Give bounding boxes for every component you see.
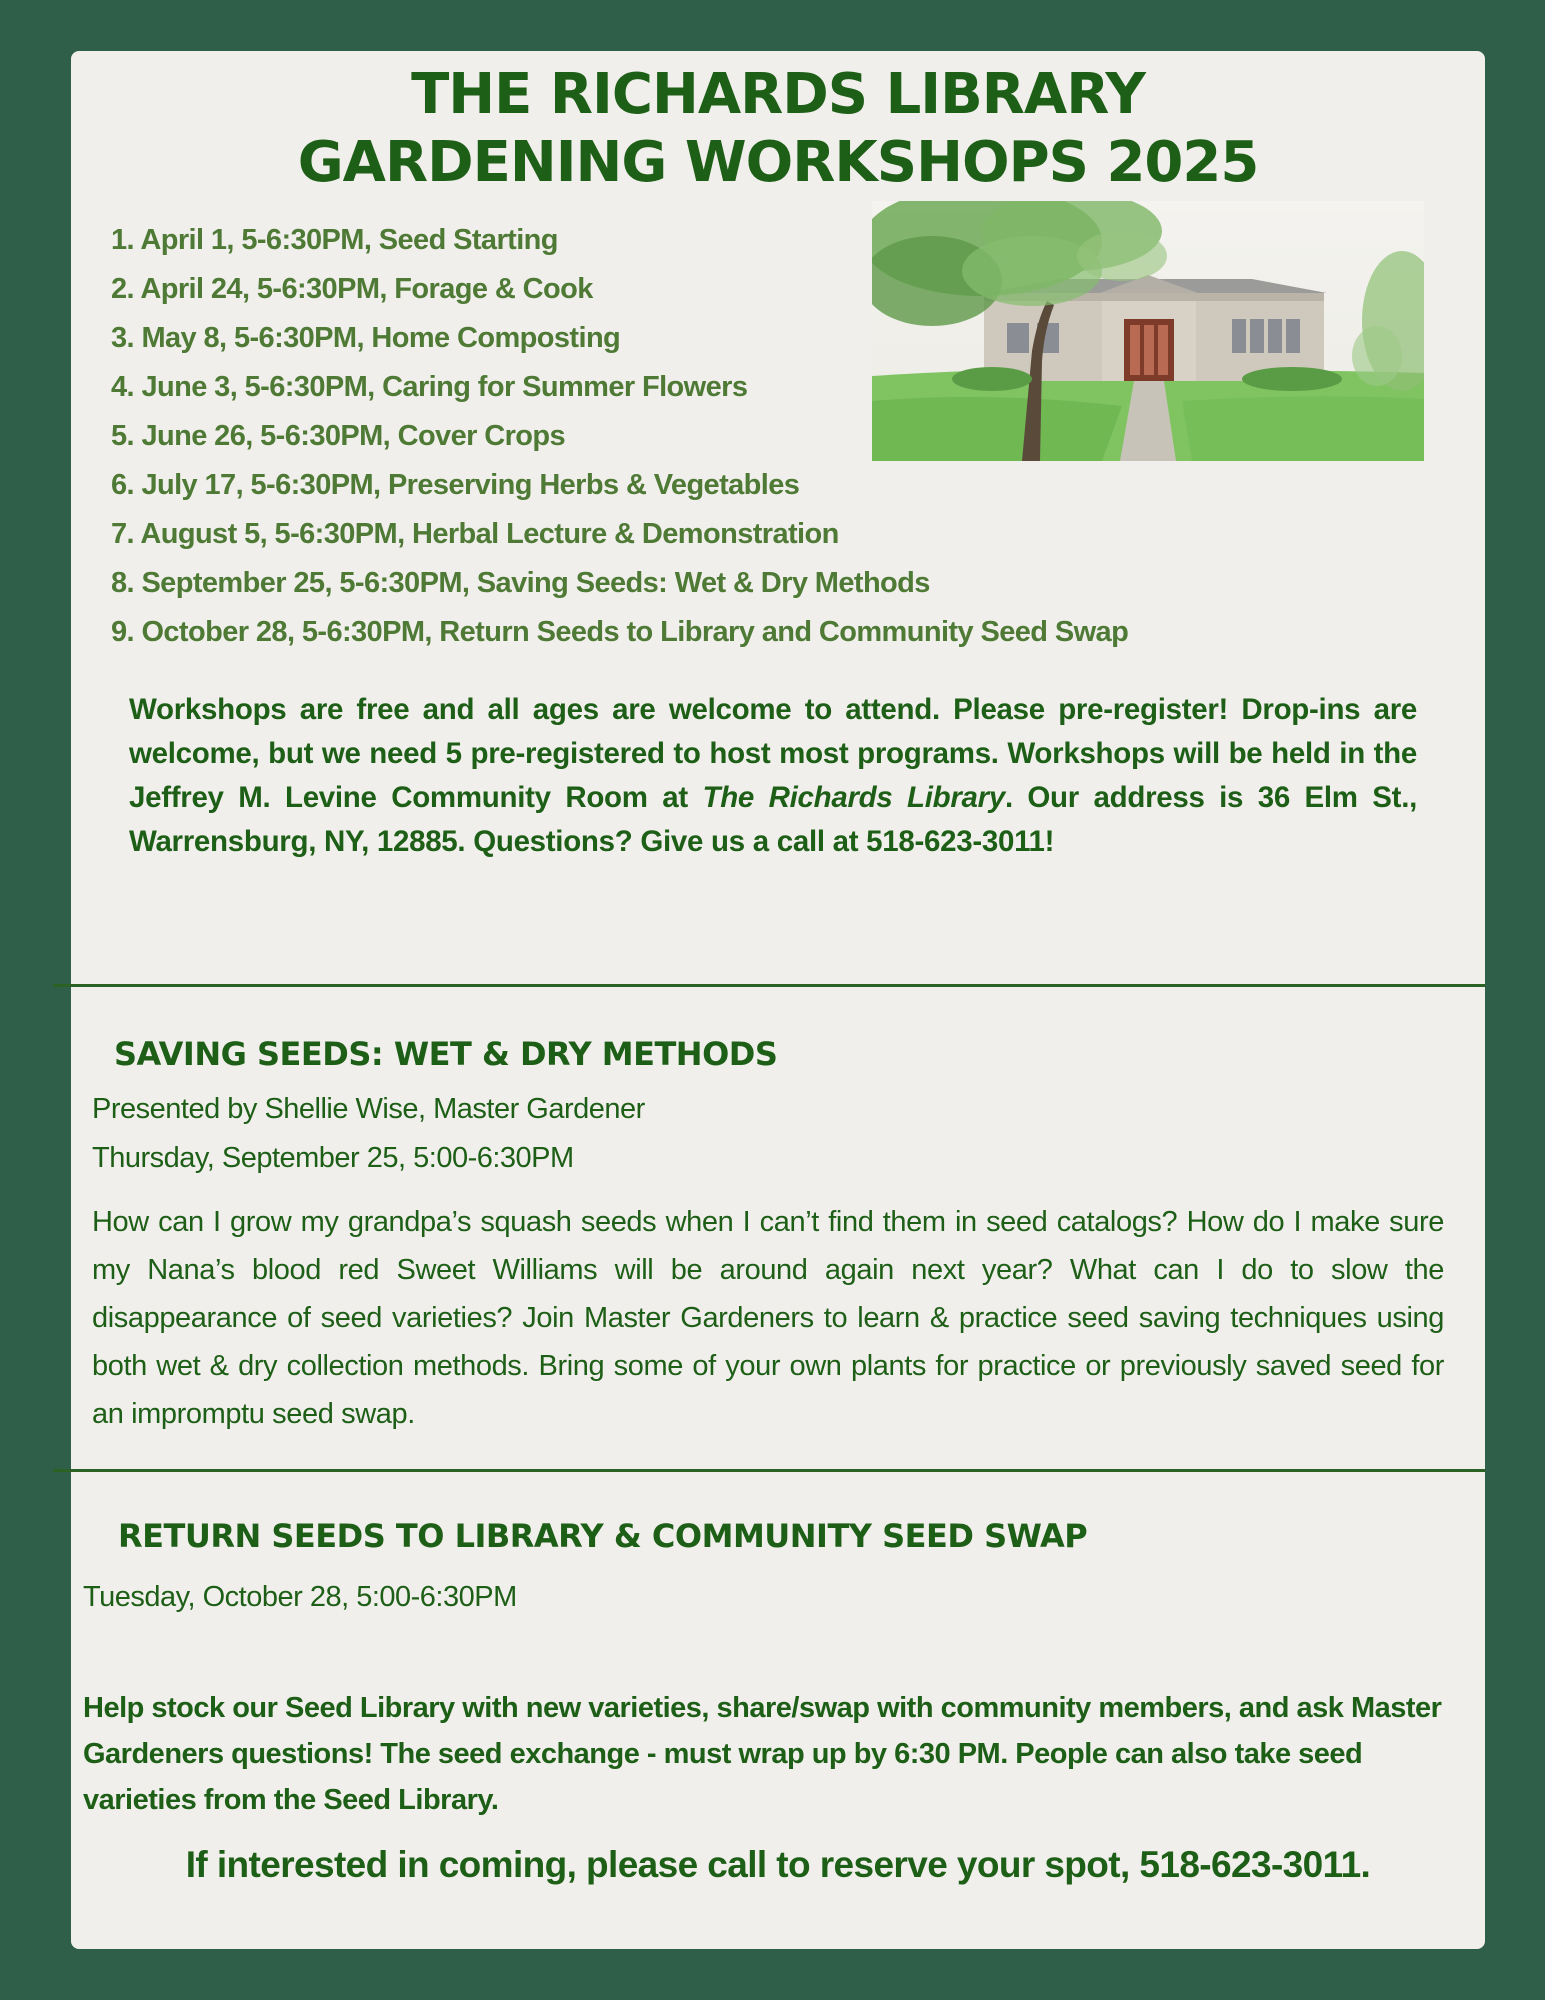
saving-seeds-description: How can I grow my grandpa’s squash seeds when I can’t find them in seed catalogs? How do I make sure my Nana’s blood red Sweet Williams will be around again next year? What can I do to slow the disappearance of seed varieties? Join Master Gardeners to learn & practice seed saving techniques using both wet & dry collection methods. Bring some of your own plants for practice or previously saved seed for an impromptu seed swap. xyxy=(92,1206,1444,1430)
seed-swap-date: Tuesday, October 28, 5:00-6:30PM xyxy=(83,1581,517,1613)
library-building-image xyxy=(872,201,1424,461)
library-name: The Richards Library xyxy=(702,781,1005,814)
saving-seeds-presenter: Presented by Shellie Wise, Master Gardener xyxy=(92,1093,645,1125)
flyer-card xyxy=(71,51,1485,1949)
workshop-item-1: 1. April 1, 5-6:30PM, Seed Starting xyxy=(111,224,558,256)
workshop-item-7: 7. August 5, 5-6:30PM, Herbal Lecture & Demonstration xyxy=(111,518,839,550)
workshop-item-5: 5. June 26, 5-6:30PM, Cover Crops xyxy=(111,420,566,452)
workshop-item-4: 4. June 3, 5-6:30PM, Caring for Summer Flowers xyxy=(111,371,748,403)
call-to-action: If interested in coming, please call to reserve your spot, 518-623-3011. xyxy=(185,1844,1371,1885)
workshop-item-3: 3. May 8, 5-6:30PM, Home Composting xyxy=(111,322,621,354)
title-line-2: GARDENING WORKSHOPS 2025 xyxy=(297,130,1259,195)
workshop-item-6: 6. July 17, 5-6:30PM, Preserving Herbs & Vegetables xyxy=(111,469,800,501)
library-watercolor-illustration xyxy=(872,201,1424,461)
section-divider xyxy=(53,984,1485,987)
intro-paragraph xyxy=(129,688,1417,864)
saving-seeds-date: Thursday, September 25, 5:00-6:30PM xyxy=(92,1142,574,1174)
intro-text-part1: Workshops are free and all ages are welcome to attend. Please pre-register! Drop-ins are welcome, but we need 5 pre-registered to host most programs. Workshops will be held in the Jeffrey M. Levine Community Room at xyxy=(129,693,1417,814)
page-title xyxy=(71,61,1485,197)
workshop-item-8: 8. September 25, 5-6:30PM, Saving Seeds: Wet & Dry Methods xyxy=(111,567,930,599)
saving-seeds-heading: SAVING SEEDS: WET & DRY METHODS xyxy=(114,1035,778,1073)
workshop-item-9: 9. October 28, 5-6:30PM, Return Seeds to Library and Community Seed Swap xyxy=(111,616,1129,648)
title-line-1: THE RICHARDS LIBRARY xyxy=(411,62,1145,127)
seed-swap-heading: RETURN SEEDS TO LIBRARY & COMMUNITY SEED SWAP xyxy=(118,1517,1088,1555)
section-divider xyxy=(53,1469,1485,1472)
seed-swap-description: Help stock our Seed Library with new varieties, share/swap with community members, and ask Master Gardeners questions! The seed exchange - must wrap up by 6:30 PM. People can also take seed varieties from the Seed Library. xyxy=(83,1692,1442,1816)
workshop-item-2: 2. April 24, 5-6:30PM, Forage & Cook xyxy=(111,273,593,305)
intro-text-part2: . Our address is 36 Elm St., Warrensburg, NY, 12885. Questions? Give us a call at 518-623-3011! xyxy=(129,781,1417,858)
